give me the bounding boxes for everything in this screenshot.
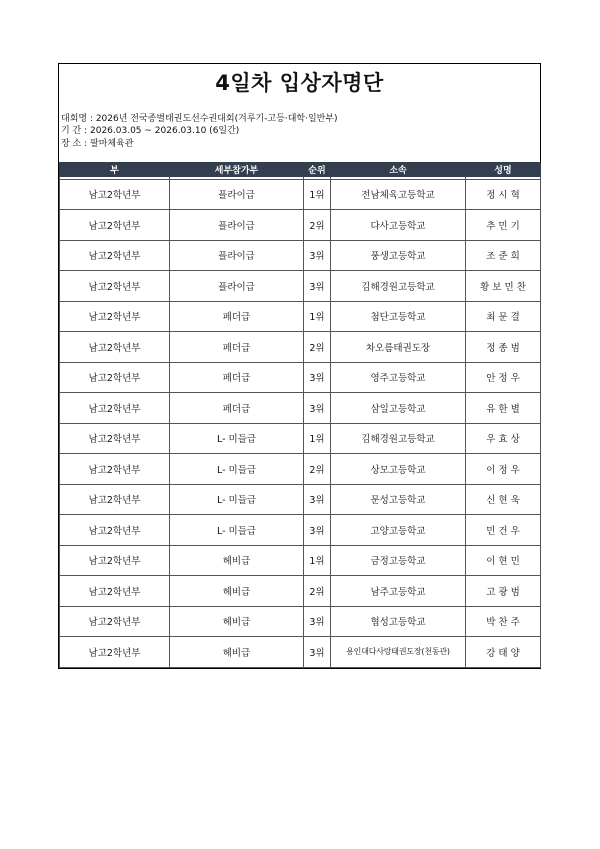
cell-division: 남고2학년부 <box>60 332 170 363</box>
cell-rank: 3위 <box>304 271 331 302</box>
cell-weight: 플라이급 <box>170 179 304 210</box>
cell-name: 이 현 민 <box>466 545 541 576</box>
cell-weight: L- 미들급 <box>170 484 304 515</box>
cell-rank: 3위 <box>304 484 331 515</box>
cell-division: 남고2학년부 <box>60 240 170 271</box>
cell-division: 남고2학년부 <box>60 454 170 485</box>
cell-name: 정 종 범 <box>466 332 541 363</box>
header-rank: 순위 <box>304 163 331 177</box>
cell-club: 다사고등학교 <box>331 210 466 241</box>
table-row <box>60 454 541 485</box>
table-row <box>60 606 541 637</box>
table-header-row <box>60 163 541 177</box>
cell-division: 남고2학년부 <box>60 362 170 393</box>
cell-rank: 3위 <box>304 606 331 637</box>
cell-rank: 3위 <box>304 515 331 546</box>
table-row <box>60 545 541 576</box>
cell-weight: L- 미들급 <box>170 454 304 485</box>
header-division: 부 <box>60 163 170 177</box>
cell-club: 첨단고등학교 <box>331 301 466 332</box>
table-row <box>60 210 541 241</box>
cell-name: 고 광 범 <box>466 576 541 607</box>
cell-weight: 페더급 <box>170 301 304 332</box>
table-row <box>60 301 541 332</box>
cell-club: 차오름태권도장 <box>331 332 466 363</box>
event-venue: 장 소 : 팔마체육관 <box>61 139 134 149</box>
cell-division: 남고2학년부 <box>60 423 170 454</box>
cell-club: 용인대다사랑태권도장(천동관) <box>331 637 466 668</box>
cell-name: 우 효 상 <box>466 423 541 454</box>
cell-weight: 페더급 <box>170 393 304 424</box>
cell-rank: 2위 <box>304 576 331 607</box>
table-row <box>60 393 541 424</box>
table-body <box>60 179 541 667</box>
cell-club: 영주고등학교 <box>331 362 466 393</box>
winners-table <box>59 162 541 668</box>
cell-division: 남고2학년부 <box>60 179 170 210</box>
cell-name: 박 찬 주 <box>466 606 541 637</box>
event-period: 기 간 : 2026.03.05 ~ 2026.03.10 (6일간) <box>61 126 240 136</box>
cell-club: 상모고등학교 <box>331 454 466 485</box>
table-row <box>60 637 541 668</box>
header-name: 성명 <box>466 163 541 177</box>
table-row <box>60 576 541 607</box>
cell-weight: 페더급 <box>170 332 304 363</box>
cell-division: 남고2학년부 <box>60 545 170 576</box>
cell-club: 풍생고등학교 <box>331 240 466 271</box>
cell-rank: 3위 <box>304 362 331 393</box>
table-row <box>60 179 541 210</box>
table-row <box>60 332 541 363</box>
cell-club: 삼일고등학교 <box>331 393 466 424</box>
cell-name: 정 시 혁 <box>466 179 541 210</box>
cell-weight: L- 미들급 <box>170 423 304 454</box>
cell-rank: 2위 <box>304 454 331 485</box>
table-row <box>60 271 541 302</box>
cell-rank: 3위 <box>304 240 331 271</box>
page-title: 4일차 입상자명단 <box>215 71 384 95</box>
cell-club: 문성고등학교 <box>331 484 466 515</box>
cell-weight: 플라이급 <box>170 271 304 302</box>
header-weight-class: 세부참가부 <box>170 163 304 177</box>
table-row <box>60 423 541 454</box>
cell-name: 조 준 희 <box>466 240 541 271</box>
cell-division: 남고2학년부 <box>60 393 170 424</box>
cell-name: 추 민 기 <box>466 210 541 241</box>
cell-division: 남고2학년부 <box>60 515 170 546</box>
event-name: 대회명 : 2026년 전국종별태권도선수권대회(겨루기-고등·대학·일반부) <box>61 114 338 124</box>
cell-name: 민 건 우 <box>466 515 541 546</box>
table-row <box>60 240 541 271</box>
cell-weight: 헤비급 <box>170 576 304 607</box>
cell-club: 고양고등학교 <box>331 515 466 546</box>
cell-rank: 1위 <box>304 423 331 454</box>
cell-rank: 2위 <box>304 332 331 363</box>
cell-club: 김해경원고등학교 <box>331 423 466 454</box>
cell-rank: 3위 <box>304 393 331 424</box>
cell-name: 강 태 양 <box>466 637 541 668</box>
cell-division: 남고2학년부 <box>60 301 170 332</box>
cell-club: 금정고등학교 <box>331 545 466 576</box>
results-sheet <box>58 63 541 669</box>
cell-name: 신 현 욱 <box>466 484 541 515</box>
cell-name: 황 보 민 찬 <box>466 271 541 302</box>
table-row <box>60 362 541 393</box>
cell-weight: L- 미들급 <box>170 515 304 546</box>
cell-name: 안 정 우 <box>466 362 541 393</box>
cell-name: 최 문 결 <box>466 301 541 332</box>
cell-rank: 1위 <box>304 545 331 576</box>
cell-rank: 3위 <box>304 637 331 668</box>
cell-division: 남고2학년부 <box>60 271 170 302</box>
cell-name: 유 한 별 <box>466 393 541 424</box>
cell-division: 남고2학년부 <box>60 484 170 515</box>
cell-rank: 2위 <box>304 210 331 241</box>
cell-club: 남주고등학교 <box>331 576 466 607</box>
table-row <box>60 484 541 515</box>
table-row <box>60 515 541 546</box>
cell-division: 남고2학년부 <box>60 606 170 637</box>
header-club: 소속 <box>331 163 466 177</box>
cell-weight: 헤비급 <box>170 637 304 668</box>
cell-weight: 플라이급 <box>170 240 304 271</box>
cell-weight: 플라이급 <box>170 210 304 241</box>
cell-division: 남고2학년부 <box>60 637 170 668</box>
cell-club: 김해경원고등학교 <box>331 271 466 302</box>
cell-rank: 1위 <box>304 179 331 210</box>
cell-division: 남고2학년부 <box>60 210 170 241</box>
cell-club: 협성고등학교 <box>331 606 466 637</box>
cell-weight: 헤비급 <box>170 606 304 637</box>
cell-name: 이 정 우 <box>466 454 541 485</box>
cell-club: 전남체육고등학교 <box>331 179 466 210</box>
cell-weight: 페더급 <box>170 362 304 393</box>
cell-rank: 1위 <box>304 301 331 332</box>
cell-division: 남고2학년부 <box>60 576 170 607</box>
cell-weight: 헤비급 <box>170 545 304 576</box>
